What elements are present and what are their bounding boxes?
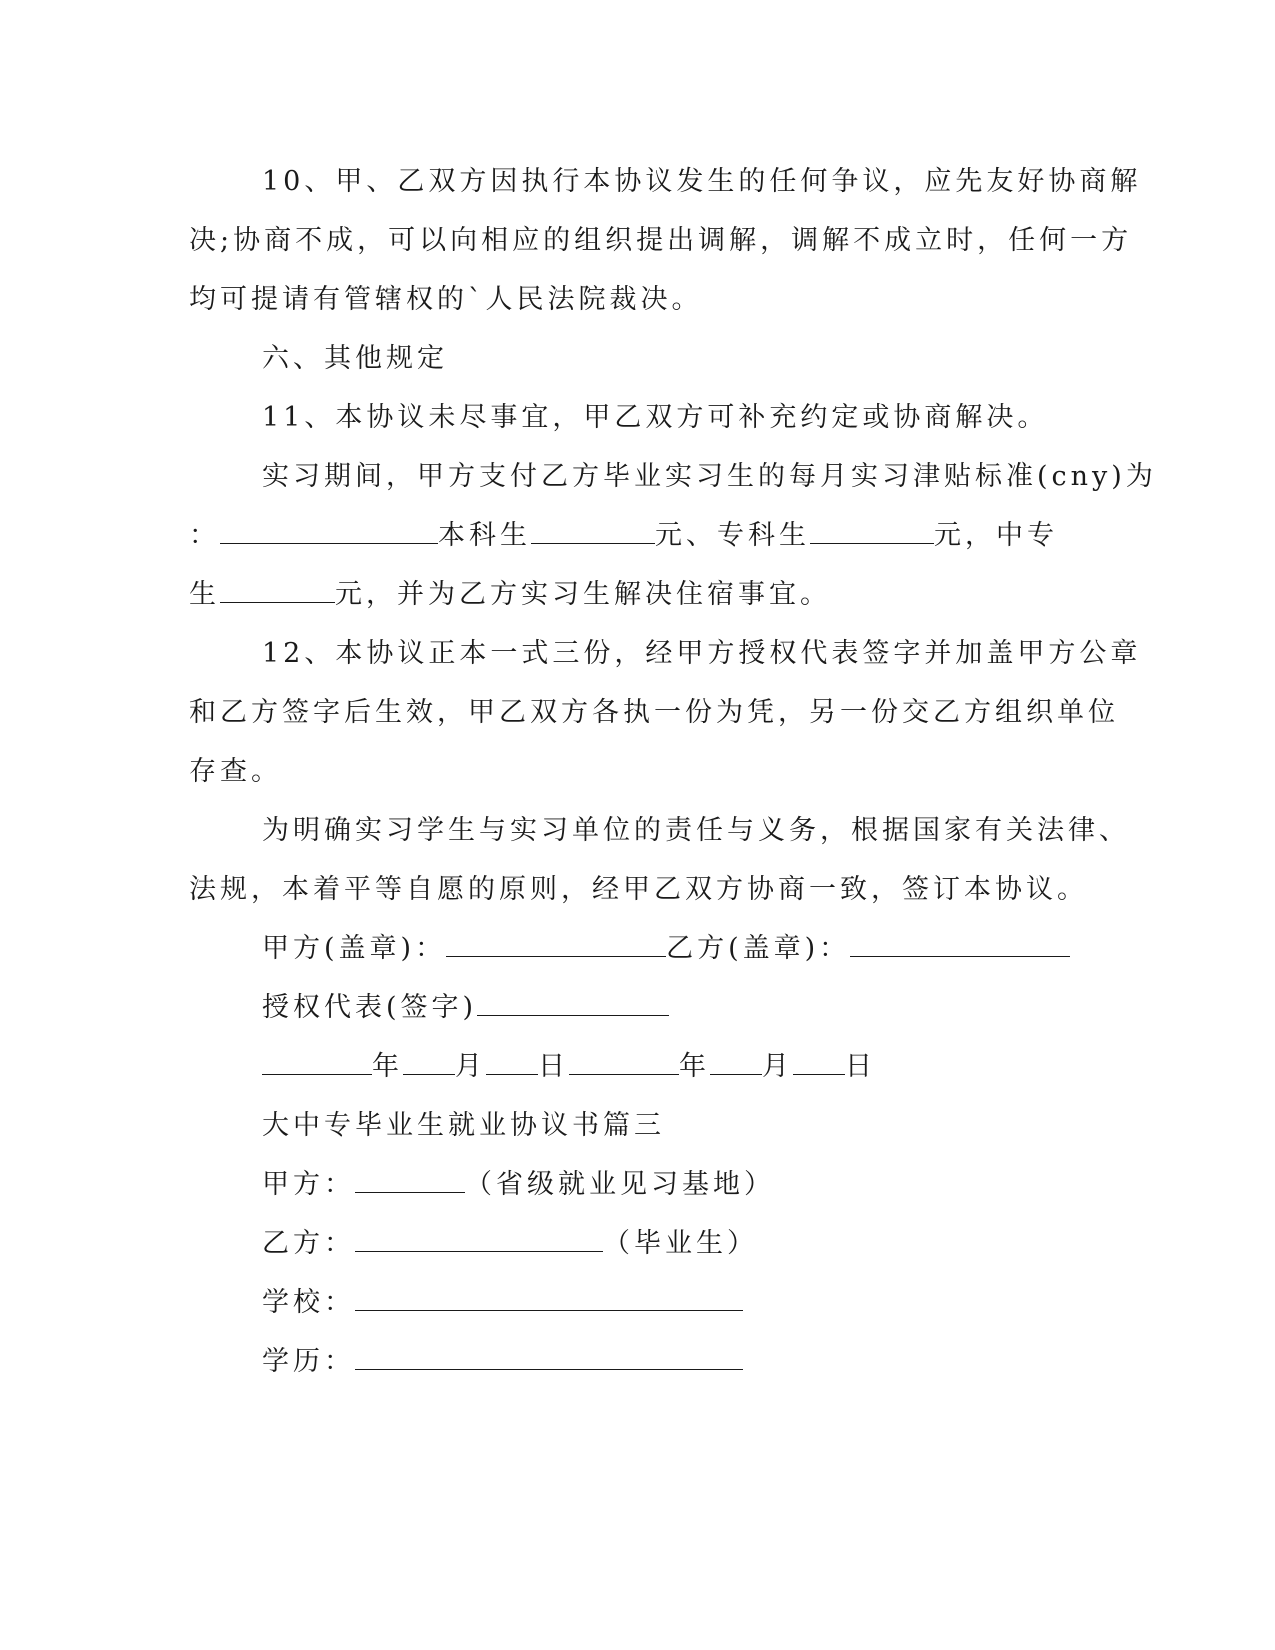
stipend-lead: ：	[189, 520, 220, 551]
date-b-year-blank[interactable]	[569, 1050, 679, 1075]
date-b-day-blank[interactable]	[793, 1050, 845, 1075]
s3-school-label: 学校：	[262, 1287, 355, 1318]
stipend-college-label: 元、专科生	[655, 520, 810, 551]
s3-party-b-note: （毕业生）	[603, 1228, 758, 1259]
section-3-title: 大中专毕业生就业协议书篇三	[262, 1110, 665, 1141]
clause-10-line-3: 均可提请有管辖权的`人民法院裁决。	[189, 284, 703, 315]
purpose-line-2: 法规，本着平等自愿的原则，经甲乙双方协商一致，签订本协议。	[189, 874, 1088, 905]
stipend-intro: 实习期间，甲方支付乙方毕业实习生的每月实习津贴标准(cny)为	[262, 461, 1157, 492]
clause-12-line-3: 存查。	[189, 756, 282, 787]
signature-parties	[262, 932, 1152, 966]
date-b-month-blank[interactable]	[710, 1050, 762, 1075]
stipend-total-blank[interactable]	[220, 519, 438, 544]
date-a-month-blank[interactable]	[403, 1050, 455, 1075]
date-a-year: 年	[372, 1051, 403, 1082]
stipend-sec-start: 生	[189, 579, 220, 610]
date-a-month: 月	[455, 1051, 486, 1082]
clause-12-line-1: 12、本协议正本一式三份，经甲方授权代表签字并加盖甲方公章	[262, 638, 1142, 669]
stipend-secondary-label: 元，中专	[934, 520, 1058, 551]
section-3-party-b	[262, 1227, 1152, 1261]
clause-11: 11、本协议未尽事宜，甲乙双方可补充约定或协商解决。	[262, 402, 1049, 433]
s3-edu-blank[interactable]	[355, 1345, 743, 1370]
date-b-day: 日	[845, 1051, 876, 1082]
section-3-school	[262, 1286, 1152, 1320]
section-heading-other: 六、其他规定	[262, 343, 448, 374]
s3-party-b-blank[interactable]	[355, 1227, 603, 1252]
stipend-sec-end: 元，并为乙方实习生解决住宿事宜。	[335, 579, 831, 610]
stipend-undergrad-blank[interactable]	[531, 519, 655, 544]
section-3-education	[262, 1345, 1152, 1379]
purpose-line-1: 为明确实习学生与实习单位的责任与义务，根据国家有关法律、	[262, 815, 1130, 846]
clause-10-line-1: 10、甲、乙双方因执行本协议发生的任何争议，应先友好协商解	[262, 166, 1142, 197]
stipend-undergrad-label: 本科生	[438, 520, 531, 551]
party-a-seal-blank[interactable]	[446, 932, 666, 957]
stipend-college-blank[interactable]	[810, 519, 934, 544]
stipend-line-1	[189, 519, 1079, 553]
stipend-secondary-blank[interactable]	[220, 578, 335, 603]
s3-party-a-blank[interactable]	[355, 1168, 465, 1193]
s3-school-blank[interactable]	[355, 1286, 743, 1311]
date-a-day: 日	[538, 1051, 569, 1082]
s3-party-a-note: （省级就业见习基地）	[465, 1169, 775, 1200]
date-a-year-blank[interactable]	[262, 1050, 372, 1075]
section-3-party-a	[262, 1168, 1152, 1202]
rep-label: 授权代表(签字)	[262, 992, 478, 1023]
date-b-month: 月	[762, 1051, 793, 1082]
party-b-seal-blank[interactable]	[850, 932, 1070, 957]
party-a-seal-label: 甲方(盖章)：	[262, 933, 447, 964]
date-b-year: 年	[679, 1051, 710, 1082]
date-a-day-blank[interactable]	[486, 1050, 538, 1075]
s3-edu-label: 学历：	[262, 1346, 355, 1377]
rep-blank[interactable]	[477, 991, 669, 1016]
signature-rep	[262, 991, 1152, 1025]
party-b-seal-label: 乙方(盖章)：	[666, 933, 851, 964]
stipend-line-2	[189, 578, 1079, 612]
clause-12-line-2: 和乙方签字后生效，甲乙双方各执一份为凭，另一份交乙方组织单位	[189, 697, 1119, 728]
s3-party-a-label: 甲方：	[262, 1169, 355, 1200]
signature-dates	[262, 1050, 1152, 1084]
clause-10-line-2: 决;协商不成，可以向相应的组织提出调解，调解不成立时，任何一方	[189, 225, 1133, 256]
s3-party-b-label: 乙方：	[262, 1228, 355, 1259]
